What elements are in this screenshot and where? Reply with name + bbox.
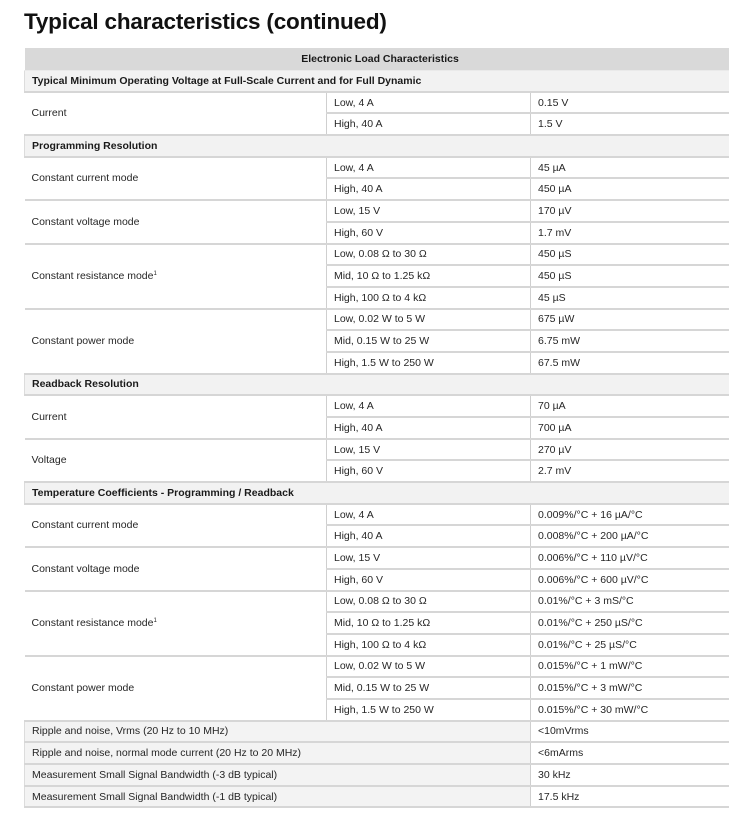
- parameter-label: Constant power mode: [25, 309, 327, 374]
- parameter-label: Constant current mode: [25, 504, 327, 547]
- value-cell: 1.7 mV: [531, 222, 729, 244]
- value-cell: 0.01%/°C + 250 µS/°C: [531, 612, 729, 634]
- parameter-label: Measurement Small Signal Bandwidth (-1 dB typical): [25, 786, 531, 808]
- table-row: [25, 200, 729, 222]
- range-cell: Low, 0.08 Ω to 30 Ω: [327, 591, 531, 613]
- table-row: [25, 721, 729, 743]
- table-row: [25, 244, 729, 266]
- range-cell: High, 60 V: [327, 569, 531, 591]
- table-row: [25, 591, 729, 613]
- section-title-temperature-coefficients: Temperature Coefficients - Programming / Readback: [25, 482, 729, 504]
- section-title-programming-resolution: Programming Resolution: [25, 135, 729, 157]
- range-cell: High, 1.5 W to 250 W: [327, 352, 531, 374]
- range-cell: High, 40 A: [327, 417, 531, 439]
- range-cell: Mid, 0.15 W to 25 W: [327, 677, 531, 699]
- table-row: [25, 742, 729, 764]
- value-cell: 30 kHz: [531, 764, 729, 786]
- value-cell: <6mArms: [531, 742, 729, 764]
- value-cell: 0.01%/°C + 3 mS/°C: [531, 591, 729, 613]
- parameter-label: Constant power mode: [25, 656, 327, 721]
- value-cell: <10mVrms: [531, 721, 729, 743]
- table-row: [25, 656, 729, 678]
- range-cell: Low, 4 A: [327, 157, 531, 179]
- value-cell: 0.006%/°C + 600 µV/°C: [531, 569, 729, 591]
- table-row: [25, 395, 729, 417]
- section-header-row: [25, 374, 729, 396]
- table-header: Electronic Load Characteristics: [25, 48, 729, 70]
- range-cell: High, 100 Ω to 4 kΩ: [327, 634, 531, 656]
- value-cell: 0.01%/°C + 25 µS/°C: [531, 634, 729, 656]
- value-cell: 2.7 mV: [531, 460, 729, 482]
- table-row: [25, 504, 729, 526]
- table-row: [25, 547, 729, 569]
- table-row: [25, 764, 729, 786]
- value-cell: 170 µV: [531, 200, 729, 222]
- parameter-label: Measurement Small Signal Bandwidth (-3 dB typical): [25, 764, 531, 786]
- parameter-text: Constant resistance mode: [31, 270, 154, 283]
- value-cell: 6.75 mW: [531, 330, 729, 352]
- value-cell: 450 µS: [531, 265, 729, 287]
- page-title: Typical characteristics (continued): [24, 9, 387, 34]
- range-cell: Low, 15 V: [327, 547, 531, 569]
- range-cell: Mid, 10 Ω to 1.25 kΩ: [327, 612, 531, 634]
- range-cell: High, 60 V: [327, 460, 531, 482]
- table-row: [25, 309, 729, 331]
- value-cell: 0.009%/°C + 16 µA/°C: [531, 504, 729, 526]
- table-row: [25, 92, 729, 114]
- value-cell: 70 µA: [531, 395, 729, 417]
- value-cell: 270 µV: [531, 439, 729, 461]
- range-cell: High, 40 A: [327, 525, 531, 547]
- value-cell: 0.015%/°C + 1 mW/°C: [531, 656, 729, 678]
- table-header-row: [25, 48, 729, 70]
- range-cell: Mid, 0.15 W to 25 W: [327, 330, 531, 352]
- parameter-label: Ripple and noise, Vrms (20 Hz to 10 MHz): [25, 721, 531, 743]
- range-cell: Low, 0.02 W to 5 W: [327, 656, 531, 678]
- parameter-text: Constant resistance mode: [31, 617, 154, 630]
- value-cell: 700 µA: [531, 417, 729, 439]
- footnote-marker: 1: [153, 271, 157, 278]
- range-cell: Low, 0.08 Ω to 30 Ω: [327, 244, 531, 266]
- parameter-label: [25, 244, 327, 309]
- value-cell: 67.5 mW: [531, 352, 729, 374]
- range-cell: Low, 0.02 W to 5 W: [327, 309, 531, 331]
- parameter-label: [25, 591, 327, 656]
- parameter-label: Current: [25, 92, 327, 135]
- section-header-row: [25, 135, 729, 157]
- parameter-label: Constant voltage mode: [25, 200, 327, 243]
- section-title-min-voltage: Typical Minimum Operating Voltage at Full-Scale Current and for Full Dynamic: [25, 70, 729, 92]
- value-cell: 450 µA: [531, 178, 729, 200]
- value-cell: 675 µW: [531, 309, 729, 331]
- section-title-readback-resolution: Readback Resolution: [25, 374, 729, 396]
- parameter-label: Voltage: [25, 439, 327, 482]
- table-row: [25, 439, 729, 461]
- value-cell: 0.006%/°C + 110 µV/°C: [531, 547, 729, 569]
- value-cell: 0.008%/°C + 200 µA/°C: [531, 525, 729, 547]
- range-cell: Low, 4 A: [327, 504, 531, 526]
- section-header-row: [25, 482, 729, 504]
- range-cell: Low, 15 V: [327, 439, 531, 461]
- parameter-label: Constant voltage mode: [25, 547, 327, 590]
- footnote-marker: 1: [153, 618, 157, 625]
- range-cell: High, 60 V: [327, 222, 531, 244]
- table-row: [25, 157, 729, 179]
- parameter-label: Current: [25, 395, 327, 438]
- value-cell: 1.5 V: [531, 113, 729, 135]
- section-header-row: [25, 70, 729, 92]
- range-cell: Mid, 10 Ω to 1.25 kΩ: [327, 265, 531, 287]
- range-cell: High, 1.5 W to 250 W: [327, 699, 531, 721]
- electronic-load-characteristics-table: [24, 48, 729, 808]
- value-cell: 17.5 kHz: [531, 786, 729, 808]
- range-cell: Low, 4 A: [327, 92, 531, 114]
- value-cell: 0.015%/°C + 30 mW/°C: [531, 699, 729, 721]
- value-cell: 45 µS: [531, 287, 729, 309]
- value-cell: 450 µS: [531, 244, 729, 266]
- range-cell: Low, 4 A: [327, 395, 531, 417]
- range-cell: High, 100 Ω to 4 kΩ: [327, 287, 531, 309]
- parameter-label: Ripple and noise, normal mode current (20 Hz to 20 MHz): [25, 742, 531, 764]
- value-cell: 0.015%/°C + 3 mW/°C: [531, 677, 729, 699]
- range-cell: High, 40 A: [327, 178, 531, 200]
- range-cell: Low, 15 V: [327, 200, 531, 222]
- range-cell: High, 40 A: [327, 113, 531, 135]
- value-cell: 45 µA: [531, 157, 729, 179]
- table-row: [25, 786, 729, 808]
- value-cell: 0.15 V: [531, 92, 729, 114]
- parameter-label: Constant current mode: [25, 157, 327, 200]
